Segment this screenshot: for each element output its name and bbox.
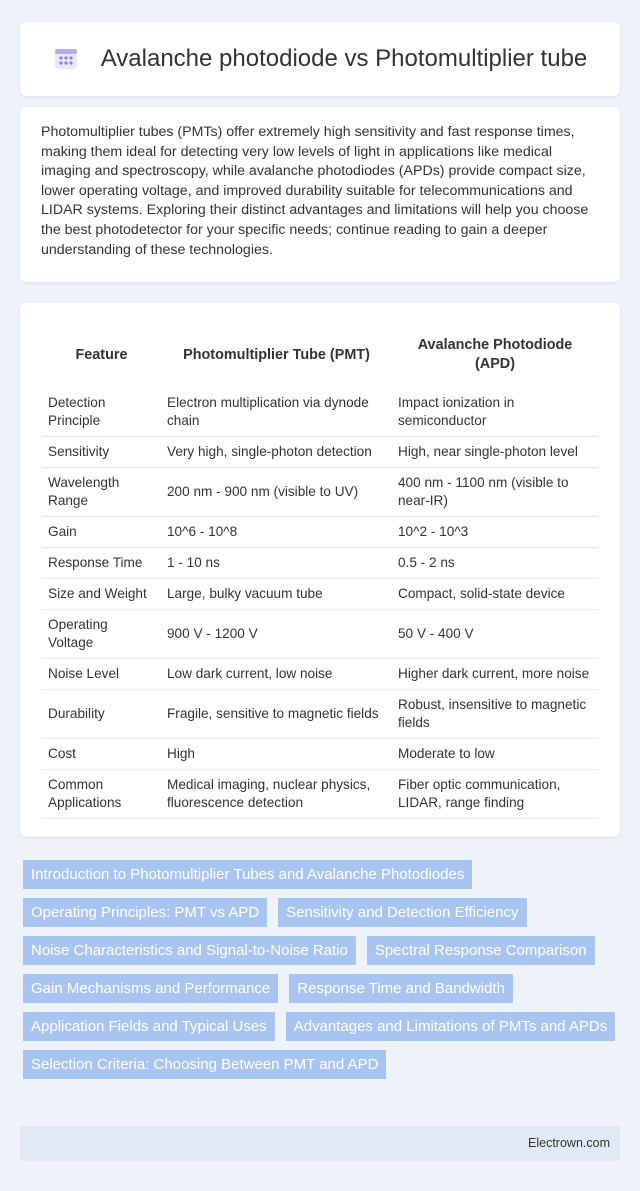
feature-cell: Detection Principle [42, 388, 161, 437]
feature-cell: Size and Weight [42, 579, 161, 610]
topic-tag[interactable]: Spectral Response Comparison [367, 936, 595, 965]
apd-cell: 50 V - 400 V [392, 610, 598, 659]
feature-cell: Common Applications [42, 770, 161, 819]
pmt-cell: Very high, single-photon detection [161, 437, 392, 468]
feature-cell: Noise Level [42, 659, 161, 690]
topic-tag[interactable]: Operating Principles: PMT vs APD [23, 898, 267, 927]
feature-cell: Cost [42, 739, 161, 770]
comparison-table [42, 322, 598, 819]
table-row [42, 659, 598, 690]
feature-cell: Response Time [42, 548, 161, 579]
feature-cell: Durability [42, 690, 161, 739]
apd-cell: Impact ionization in semiconductor [392, 388, 598, 437]
feature-cell: Wavelength Range [42, 468, 161, 517]
table-row [42, 437, 598, 468]
table-row [42, 739, 598, 770]
topic-tag[interactable]: Application Fields and Typical Uses [23, 1012, 275, 1041]
column-header-apd: Avalanche Photodiode (APD) [417, 337, 573, 372]
apd-cell: Moderate to low [392, 739, 598, 770]
table-row [42, 468, 598, 517]
column-header-feature: Feature [75, 346, 128, 363]
topic-tag[interactable]: Sensitivity and Detection Efficiency [278, 898, 526, 927]
table-row [42, 517, 598, 548]
topic-tag[interactable]: Selection Criteria: Choosing Between PMT and APD [23, 1050, 386, 1079]
feature-cell: Gain [42, 517, 161, 548]
table-header-row [42, 322, 598, 388]
footer-site-name: Electrown.com [528, 1136, 610, 1150]
header-card [20, 22, 620, 96]
apd-cell: 400 nm - 1100 nm (visible to near-IR) [392, 468, 598, 517]
table-row [42, 388, 598, 437]
table-row [42, 610, 598, 659]
apd-cell: 0.5 - 2 ns [392, 548, 598, 579]
apd-cell: 10^2 - 10^3 [392, 517, 598, 548]
pmt-cell: High [161, 739, 392, 770]
table-row [42, 770, 598, 819]
pmt-cell: Low dark current, low noise [161, 659, 392, 690]
table-row [42, 690, 598, 739]
topic-tag[interactable]: Noise Characteristics and Signal-to-Noise Ratio [23, 936, 356, 965]
pmt-cell: Fragile, sensitive to magnetic fields [161, 690, 392, 739]
apd-cell: Fiber optic communication, LIDAR, range finding [392, 770, 598, 819]
topic-tag[interactable]: Advantages and Limitations of PMTs and APDs [286, 1012, 616, 1041]
table-row [42, 579, 598, 610]
grid-icon [53, 46, 79, 72]
table-row [42, 548, 598, 579]
pmt-cell: Electron multiplication via dynode chain [161, 388, 392, 437]
apd-cell: High, near single-photon level [392, 437, 598, 468]
column-header-pmt: Photomultiplier Tube (PMT) [183, 346, 370, 363]
apd-cell: Compact, solid-state device [392, 579, 598, 610]
topic-tag[interactable]: Response Time and Bandwidth [289, 974, 513, 1003]
topic-tags [20, 860, 620, 1079]
footer [20, 1126, 620, 1161]
pmt-cell: 10^6 - 10^8 [161, 517, 392, 548]
pmt-cell: 1 - 10 ns [161, 548, 392, 579]
page-title: Avalanche photodiode vs Photomultiplier tube [100, 45, 588, 72]
topic-tag[interactable]: Gain Mechanisms and Performance [23, 974, 278, 1003]
pmt-cell: 900 V - 1200 V [161, 610, 392, 659]
apd-cell: Higher dark current, more noise [392, 659, 598, 690]
feature-cell: Operating Voltage [42, 610, 161, 659]
feature-cell: Sensitivity [42, 437, 161, 468]
topic-tag[interactable]: Introduction to Photomultiplier Tubes and Avalanche Photodiodes [23, 860, 472, 889]
apd-cell: Robust, insensitive to magnetic fields [392, 690, 598, 739]
pmt-cell: Large, bulky vacuum tube [161, 579, 392, 610]
comparison-table-card [20, 303, 620, 837]
pmt-cell: Medical imaging, nuclear physics, fluorescence detection [161, 770, 392, 819]
intro-card [20, 107, 620, 282]
intro-text: Photomultiplier tubes (PMTs) offer extremely high sensitivity and fast response times, making them ideal for detecting very low levels of light in applications like medical imaging and spectroscopy, while avalanche photodiodes (APDs) provide compact size, lower operating voltage, and improved durability suitable for telecommunications and LIDAR systems. Exploring their distinct advantages and limitations will help you choose the best photodetector for your specific needs; continue reading to gain a deeper understanding of these technologies. [41, 124, 589, 258]
pmt-cell: 200 nm - 900 nm (visible to UV) [161, 468, 392, 517]
